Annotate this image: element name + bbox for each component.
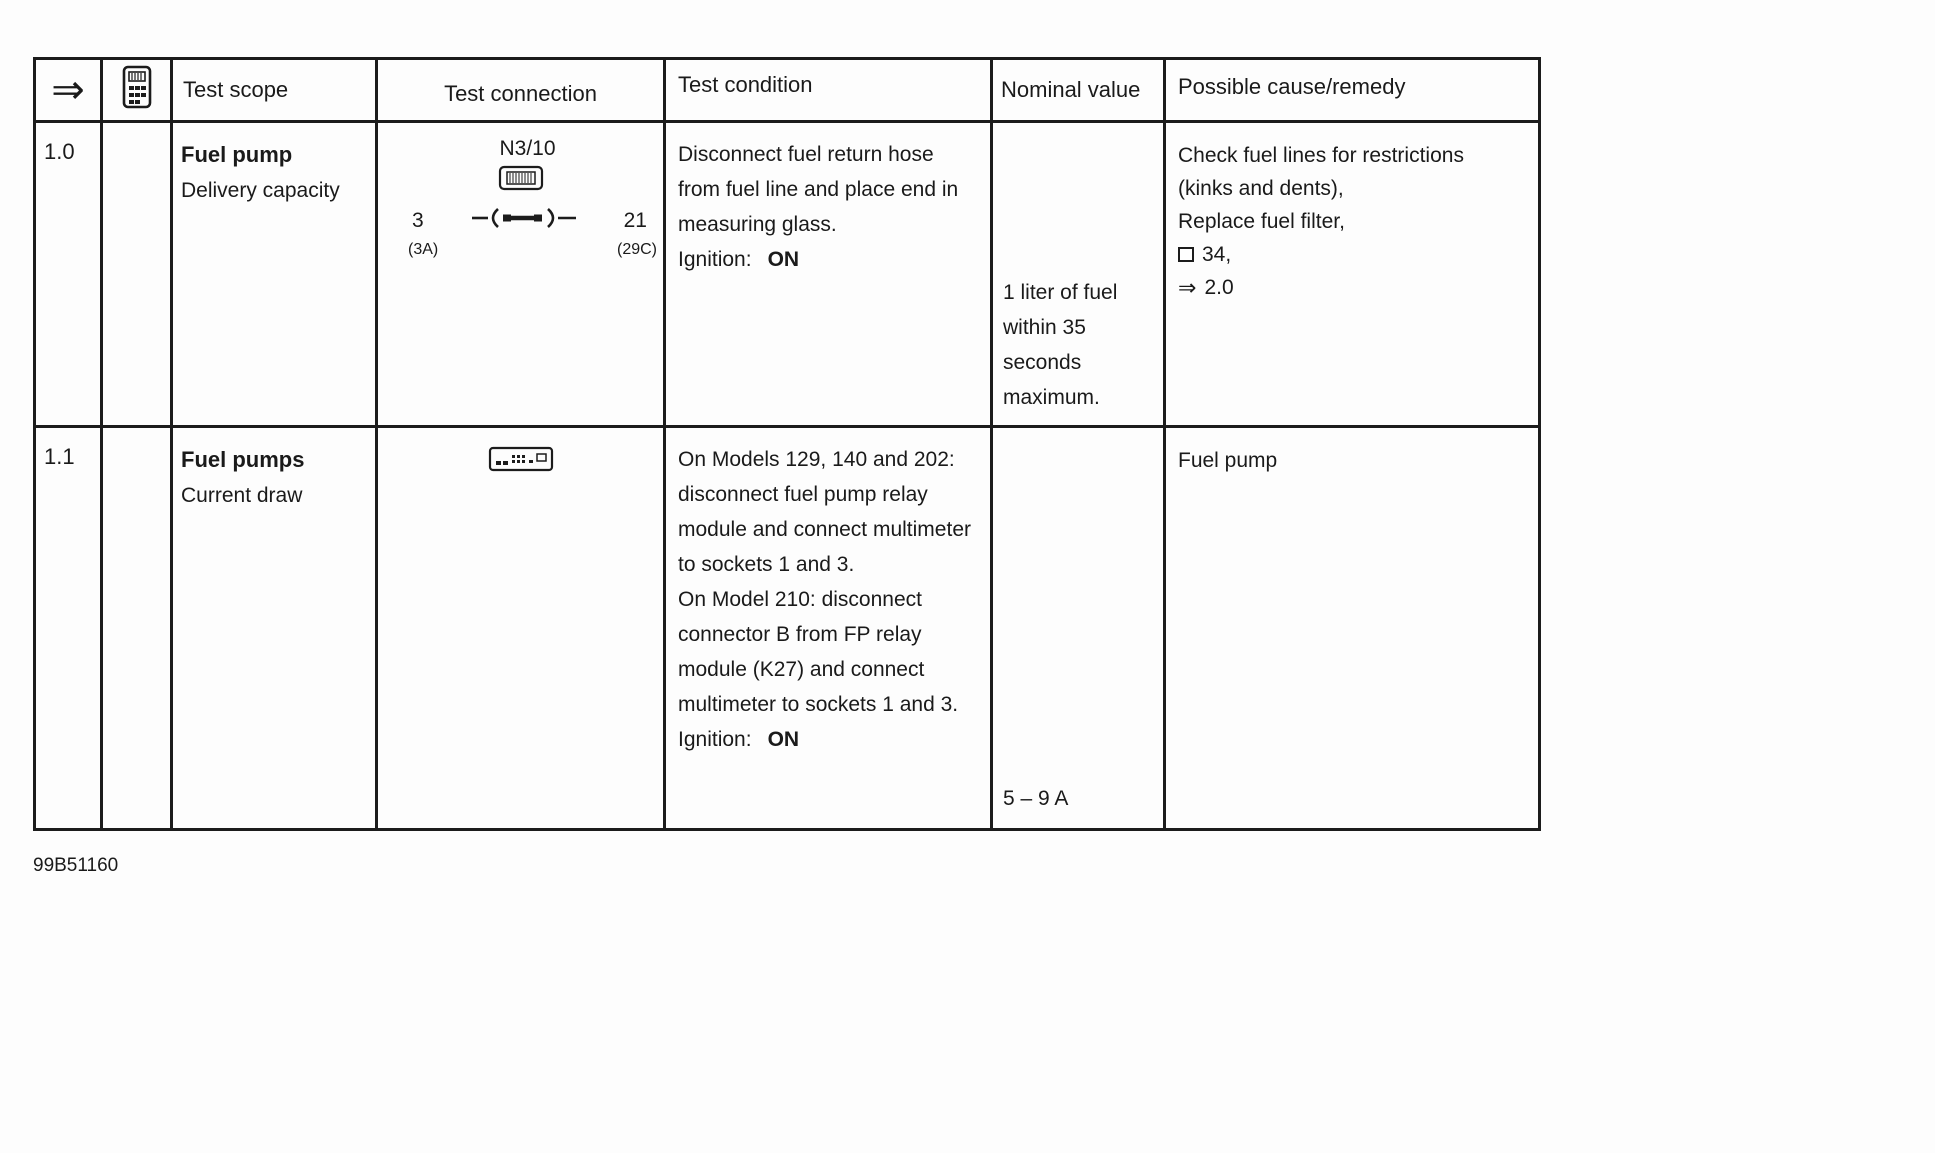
cell-nominal-value [992,427,1165,830]
pin-socket-left: (3A) [408,241,439,258]
cell-possible-cause [1165,122,1540,427]
remedy-line: Fuel pump [1178,449,1278,472]
hand-held-tester-icon [102,59,172,122]
table-row [35,122,1540,427]
ignition-label: Ignition: [678,248,752,271]
pin-number-right: 21 [623,209,647,232]
table-row [35,427,1540,830]
nominal-text: 1 liter of fuel within 35 seconds maximum. [1003,281,1118,409]
cell-test-connection [377,427,665,830]
cell-test-condition [665,122,992,427]
cell-empty [102,427,172,830]
pin-socket-right: (29C) [616,241,657,258]
cell-possible-cause [1165,427,1540,830]
test-number: 1.1 [35,427,102,830]
pin-number-left: 3 [412,209,424,232]
cell-test-condition [665,427,992,830]
ignition-value: ON [767,248,800,271]
double-arrow-icon: ⇒ [35,59,102,122]
document-code: 99B51160 [33,855,119,876]
test-procedure-table [33,57,1541,831]
condition-paragraph: On Model 210: disconnect connector B from FP relay module (K27) and connect multimeter to sockets 1 and 3. [678,588,959,716]
scope-title: Fuel pumps [181,447,305,472]
square-checkbox-icon [1178,247,1194,262]
double-arrow-icon: ⇒ [1178,275,1197,300]
scope-subtitle: Current draw [181,484,303,507]
cell-test-scope [172,122,377,427]
module-designation: N3/10 [499,137,556,160]
ignition-value: ON [767,728,800,751]
section-reference: 34, [1202,243,1232,266]
multimeter-module-icon [378,428,663,478]
scope-title: Fuel pump [181,142,293,167]
connector-module-icon [378,165,663,197]
condition-text: Disconnect fuel return hose from fuel line and place end in measuring glass. [678,143,959,236]
remedy-line: (kinks and dents), [1178,177,1344,200]
column-header-nominal-value: Nominal value [992,59,1165,122]
table-header-row [35,59,1540,122]
cell-empty [102,122,172,427]
column-header-test-connection: Test connection [377,59,665,122]
cell-nominal-value [992,122,1165,427]
column-header-possible-cause: Possible cause/remedy [1165,59,1540,122]
scope-subtitle: Delivery capacity [181,179,340,202]
remedy-line: Replace fuel filter, [1178,210,1345,233]
ignition-label: Ignition: [678,728,752,751]
column-header-test-scope: Test scope [172,59,377,122]
cell-test-connection [377,122,665,427]
column-header-test-condition: Test condition [665,59,992,122]
remedy-line: Check fuel lines for restrictions [1178,144,1464,167]
nominal-text: 5 – 9 A [1003,787,1069,810]
plug-coupling-icon [472,207,576,235]
test-step-reference: 2.0 [1204,276,1234,299]
cell-test-scope [172,427,377,830]
condition-paragraph: On Models 129, 140 and 202: disconnect fuel pump relay module and connect multimeter to sockets 1 and 3. [678,448,971,576]
test-number: 1.0 [35,122,102,427]
